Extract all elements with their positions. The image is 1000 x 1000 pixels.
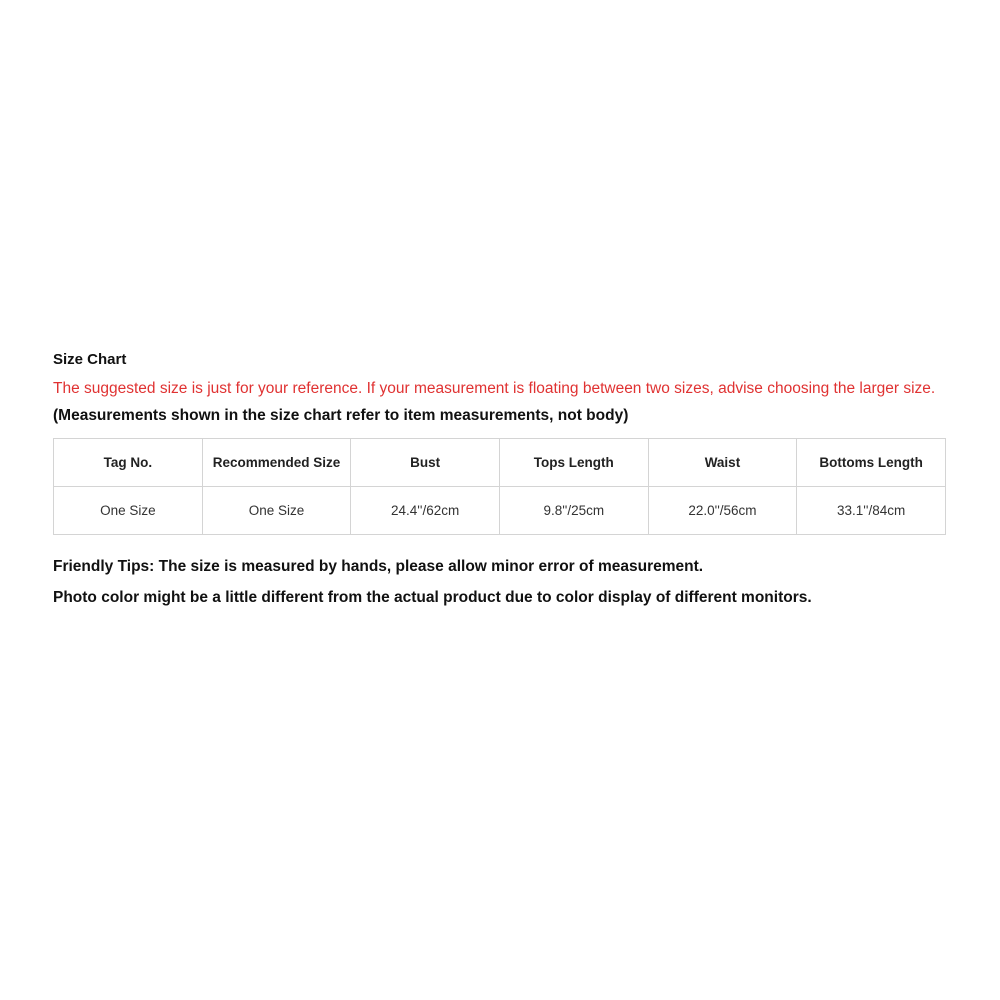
header-waist: Waist <box>648 439 797 487</box>
size-table <box>53 438 946 535</box>
cell-tag-no: One Size <box>54 487 203 535</box>
table-header-row <box>54 439 946 487</box>
size-chart-section <box>53 349 946 613</box>
header-tops-length: Tops Length <box>499 439 648 487</box>
cell-bottoms-length: 33.1''/84cm <box>797 487 946 535</box>
header-bottoms-length: Bottoms Length <box>797 439 946 487</box>
header-recommended-size: Recommended Size <box>202 439 351 487</box>
header-bust: Bust <box>351 439 500 487</box>
measurement-disclaimer: (Measurements shown in the size chart refer to item measurements, not body) <box>53 407 629 424</box>
cell-tops-length: 9.8''/25cm <box>499 487 648 535</box>
size-reference-note: The suggested size is just for your reference. If your measurement is floating between two sizes, advise choosing the larger size. <box>53 380 936 397</box>
cell-recommended-size: One Size <box>202 487 351 535</box>
header-tag-no: Tag No. <box>54 439 203 487</box>
tip-photo-color: Photo color might be a little different from the actual product due to color display of different monitors. <box>53 589 812 606</box>
size-chart-title: Size Chart <box>53 351 127 368</box>
friendly-tips <box>53 551 946 613</box>
cell-bust: 24.4''/62cm <box>351 487 500 535</box>
tip-measurement: Friendly Tips: The size is measured by hands, please allow minor error of measurement. <box>53 558 704 575</box>
table-row <box>54 487 946 535</box>
cell-waist: 22.0''/56cm <box>648 487 797 535</box>
